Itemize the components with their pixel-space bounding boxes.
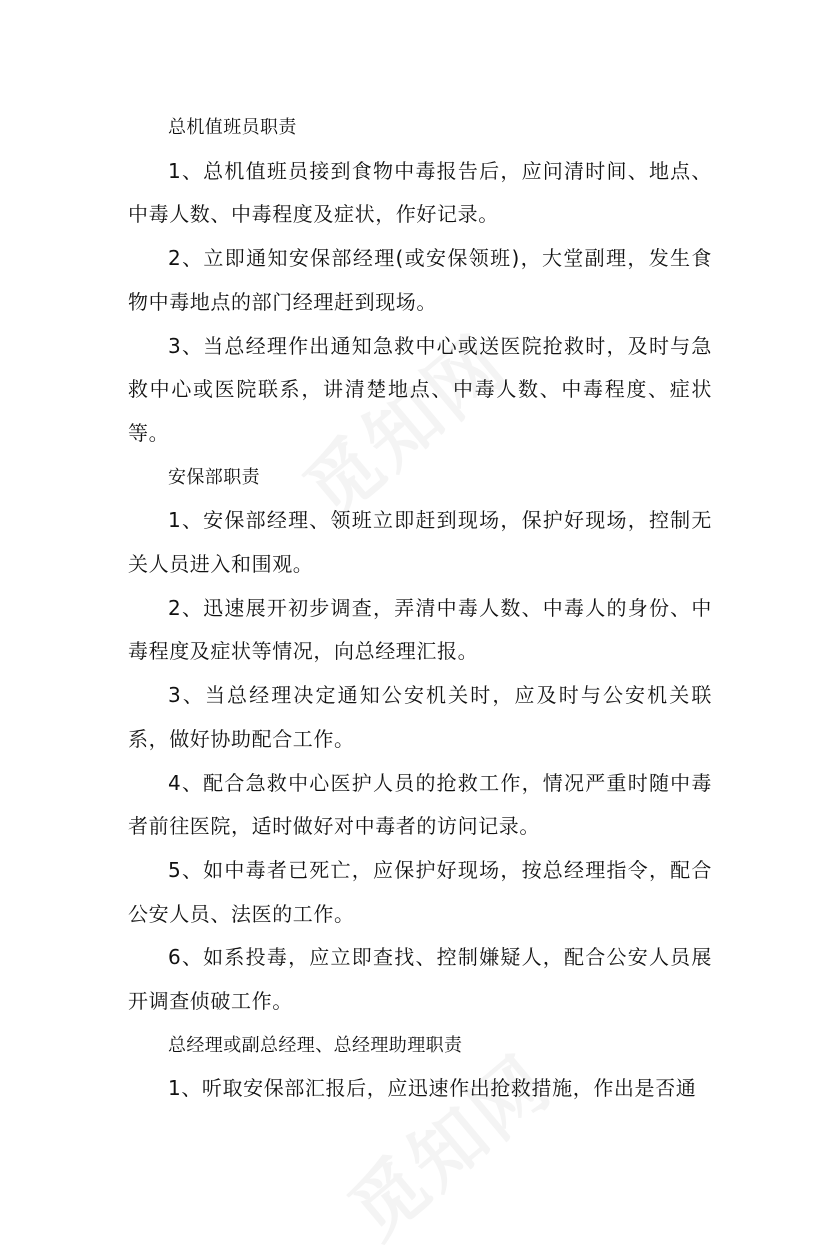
paragraph: 3、当总经理作出通知急救中心或送医院抢救时，及时与急救中心或医院联系，讲清楚地点、中毒人数、中毒程度、症状等。	[128, 333, 712, 445]
section-heading-switchboard: 总机值班员职责	[168, 117, 297, 138]
section-heading-general-manager: 总经理或副总经理、总经理助理职责	[168, 1034, 463, 1056]
paragraph: 2、迅速展开初步调查，弄清中毒人数、中毒人的身份、中毒程度及症状等情况，向总经理汇报。	[128, 595, 712, 664]
paragraph: 2、立即通知安保部经理(或安保领班)，大堂副理，发生食物中毒地点的部门经理赶到现场。	[128, 246, 712, 314]
paragraph: 5、如中毒者已死亡，应保护好现场，按总经理指令，配合公安人员、法医的工作。	[128, 857, 712, 926]
paragraph: 1、安保部经理、领班立即赶到现场，保护好现场，控制无关人员进入和围观。	[128, 508, 712, 577]
paragraph: 4、配合急救中心医护人员的抢救工作，情况严重时随中毒者前往医院，适时做好对中毒者的访问记录。	[128, 770, 712, 839]
section-heading-security: 安保部职责	[168, 466, 260, 488]
paragraph: 1、听取安保部汇报后，应迅速作出抢救措施，作出是否通	[168, 1076, 697, 1101]
paragraph: 3、当总经理决定通知公安机关时，应及时与公安机关联系，做好协助配合工作。	[128, 683, 712, 751]
paragraph: 1、总机值班员接到食物中毒报告后，应问清时间、地点、中毒人数、中毒程度及症状，作好记录。	[128, 158, 712, 227]
paragraph: 6、如系投毒，应立即查找、控制嫌疑人，配合公安人员展开调查侦破工作。	[128, 945, 712, 1014]
document-body	[128, 106, 712, 1111]
